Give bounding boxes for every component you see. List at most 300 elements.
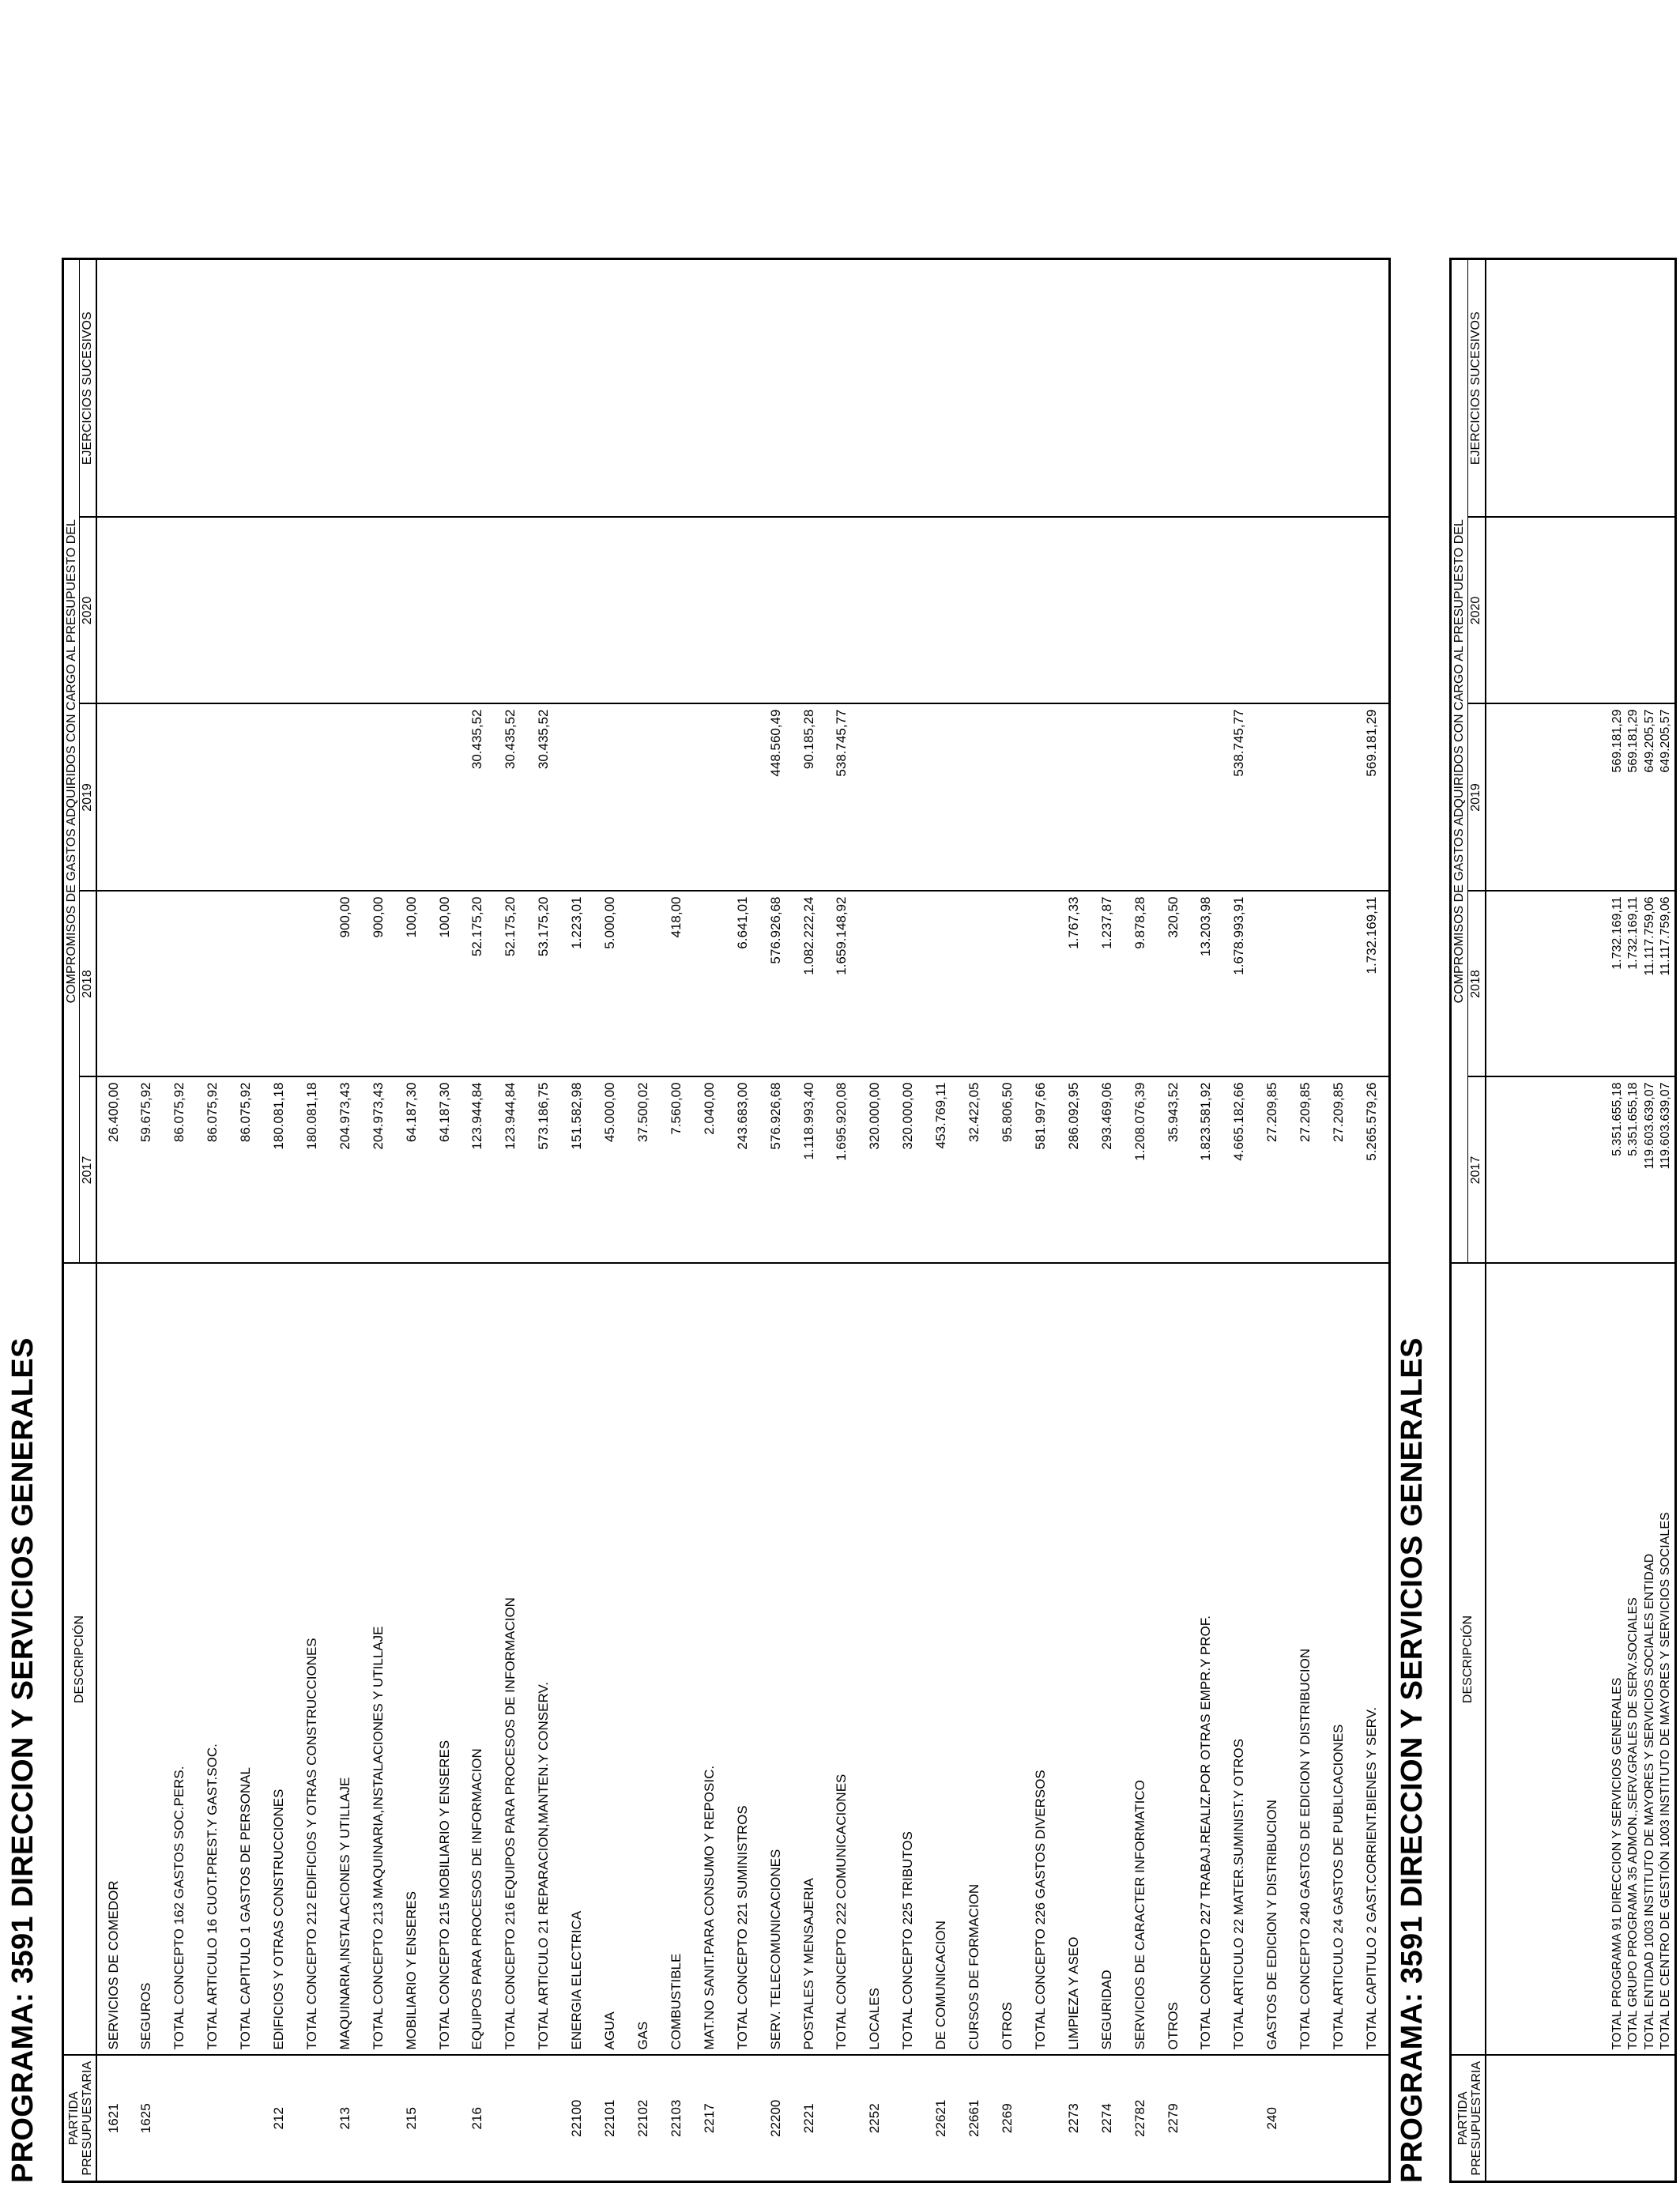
partida-cell: 22661 (958, 2056, 991, 2182)
amount-2017-cell: 293.469,06 (1090, 1077, 1124, 1264)
amount-2017-cell: 64.187,30 (428, 1077, 461, 1264)
amount-2018-cell (130, 892, 163, 1077)
table-row (1658, 258, 1675, 2181)
table-row (759, 258, 793, 2181)
amount-2020-cell (1189, 518, 1222, 704)
amount-2020-cell (560, 518, 593, 704)
amount-2017-cell: 453.769,11 (925, 1077, 958, 1264)
amount-2019-cell (958, 704, 991, 892)
amount-2017-cell: 2.040,00 (693, 1077, 726, 1264)
amount-2017-cell: 5.265.579,26 (1355, 1077, 1389, 1264)
amount-2017-cell: 1.823.581,92 (1189, 1077, 1222, 1264)
amount-sucesivos-cell (759, 258, 793, 517)
table-row (1189, 258, 1222, 2181)
amount-2017-cell: 1.208.076,39 (1124, 1077, 1157, 1264)
amount-2020-cell (262, 518, 296, 704)
descripcion-cell: TOTAL CONCEPTO 240 GASTOS DE EDICION Y DISTRIBUCION (1289, 1264, 1322, 2056)
amount-2018-cell: 1.659.148,92 (825, 892, 858, 1077)
partida-cell: 22782 (1124, 2056, 1157, 2182)
amount-2019-cell (229, 704, 262, 892)
table-row (593, 258, 627, 2181)
col-2020-header-2: 2020 (1468, 518, 1486, 704)
partida-cell (494, 2056, 527, 2182)
table-row (362, 258, 395, 2181)
amount-2020-cell (660, 518, 693, 704)
amount-2020-cell (130, 518, 163, 704)
descripcion-cell: TOTAL ARTICULO 21 REPARACION,MANTEN.Y CONSERV. (527, 1264, 560, 2056)
amount-2018-cell: 900,00 (362, 892, 395, 1077)
descripcion-cell: LIMPIEZA Y ASEO (1057, 1264, 1090, 2056)
amount-2020-cell (1222, 518, 1256, 704)
amount-sucesivos-cell (1090, 258, 1124, 517)
amount-sucesivos-cell (1256, 258, 1289, 517)
amount-2018-cell (196, 892, 229, 1077)
amount-2017-cell: 320.000,00 (858, 1077, 891, 1264)
table-row (1057, 258, 1090, 2181)
amount-sucesivos-cell (428, 258, 461, 517)
compromisos-header: COMPROMISOS DE GASTOS ADQUIRIDOS CON CARGO AL PRESUPUESTO DEL (63, 258, 80, 1263)
amount-2020-cell (296, 518, 329, 704)
amount-2018-cell (991, 892, 1024, 1077)
partida-cell (1222, 2056, 1256, 2182)
amount-2020-cell (1642, 518, 1659, 704)
amount-2020-cell (825, 518, 858, 704)
amount-2018-cell (958, 892, 991, 1077)
table-row (825, 258, 858, 2181)
table-row (627, 258, 660, 2181)
partida-cell (1610, 2056, 1626, 2182)
table-row (329, 258, 362, 2181)
amount-2019-cell (858, 704, 891, 892)
amount-2018-cell: 1.082.222,24 (793, 892, 826, 1077)
amount-2018-cell: 320,50 (1157, 892, 1190, 1077)
amount-2017-cell: 119.603.639,07 (1658, 1077, 1675, 1264)
descripcion-cell: SEGUROS (130, 1264, 163, 2056)
amount-2017-cell: 286.092,95 (1057, 1077, 1090, 1264)
descripcion-cell: CURSOS DE FORMACION (958, 1264, 991, 2056)
amount-sucesivos-cell (726, 258, 759, 517)
amount-2020-cell (527, 518, 560, 704)
descripcion-cell: SEGURIDAD (1090, 1264, 1124, 2056)
partida-cell (825, 2056, 858, 2182)
table-row (1289, 258, 1322, 2181)
table-row (262, 258, 296, 2181)
amount-2017-cell: 4.665.182,66 (1222, 1077, 1256, 1264)
partida-cell: 22100 (560, 2056, 593, 2182)
amount-2020-cell (925, 518, 958, 704)
amount-2017-cell: 45.000,00 (593, 1077, 627, 1264)
amount-sucesivos-cell (593, 258, 627, 517)
amount-2019-cell (1157, 704, 1190, 892)
partida-cell (1658, 2056, 1675, 2182)
partida-cell: 2269 (991, 2056, 1024, 2182)
amount-2020-cell (1355, 518, 1389, 704)
amount-2020-cell (991, 518, 1024, 704)
amount-sucesivos-cell (1658, 258, 1675, 517)
amount-sucesivos-cell (130, 258, 163, 517)
amount-2020-cell (627, 518, 660, 704)
partida-cell (1322, 2056, 1355, 2182)
amount-2020-cell (362, 518, 395, 704)
amount-2017-cell: 1.118.993,40 (793, 1077, 826, 1264)
amount-2018-cell: 11.117.759,06 (1658, 892, 1675, 1077)
partida-cell: 2252 (858, 2056, 891, 2182)
table-row (560, 258, 593, 2181)
amount-2018-cell (891, 892, 925, 1077)
descripcion-cell: EQUIPOS PARA PROCESOS DE INFORMACION (461, 1264, 494, 2056)
amount-2019-cell (726, 704, 759, 892)
amount-2019-cell (1057, 704, 1090, 892)
table1-body (96, 258, 1390, 2181)
partida-cell: 216 (461, 2056, 494, 2182)
amount-2020-cell (196, 518, 229, 704)
amount-2018-cell (163, 892, 196, 1077)
amount-2017-cell: 123.944,84 (461, 1077, 494, 1264)
descripcion-cell: TOTAL CAPITULO 1 GASTOS DE PERSONAL (229, 1264, 262, 2056)
descripcion-cell: TOTAL CONCEPTO 162 GASTOS SOC.PERS. (163, 1264, 196, 2056)
descripcion-cell: TOTAL CONCEPTO 225 TRIBUTOS (891, 1264, 925, 2056)
table-row (1322, 258, 1355, 2181)
table-row (428, 258, 461, 2181)
descripcion-cell: ENERGIA ELECTRICA (560, 1264, 593, 2056)
descripcion-cell: LOCALES (858, 1264, 891, 2056)
amount-2019-cell (1322, 704, 1355, 892)
partida-cell: 2221 (793, 2056, 826, 2182)
table-row (395, 258, 428, 2181)
table-row (1024, 258, 1057, 2181)
descripcion-cell: MAT.NO SANIT.PARA CONSUMO Y REPOSIC. (693, 1264, 726, 2056)
amount-2020-cell (494, 518, 527, 704)
amount-2020-cell (858, 518, 891, 704)
partida-cell: 215 (395, 2056, 428, 2182)
descripcion-cell: TOTAL PROGRAMA 91 DIRECCION Y SERVICIOS GENERALES (1610, 1264, 1626, 2056)
col-2018-header: 2018 (80, 892, 96, 1077)
amount-sucesivos-cell (1610, 258, 1626, 517)
amount-sucesivos-cell (793, 258, 826, 517)
partida-cell (362, 2056, 395, 2182)
amount-2019-cell (395, 704, 428, 892)
table2-body (1486, 258, 1676, 2181)
table-row (296, 258, 329, 2181)
table-row (793, 258, 826, 2181)
amount-2017-cell: 86.075,92 (196, 1077, 229, 1264)
amount-2020-cell (1625, 518, 1642, 704)
descripcion-cell: TOTAL CONCEPTO 227 TRABAJ.REALIZ.POR OTRAS EMPR.Y PROF. (1189, 1264, 1222, 2056)
descripcion-cell: TOTAL ARTICULO 24 GASTOS DE PUBLICACIONES (1322, 1264, 1355, 2056)
amount-2019-cell (296, 704, 329, 892)
amount-2019-cell: 30.435,52 (527, 704, 560, 892)
descripcion-cell: SERVICIOS DE CARACTER INFORMATICO (1124, 1264, 1157, 2056)
amount-2019-cell: 448.560,49 (759, 704, 793, 892)
amount-2020-cell (1658, 518, 1675, 704)
descripcion-cell: TOTAL CONCEPTO 215 MOBILIARIO Y ENSERES (428, 1264, 461, 2056)
commitments-table (62, 258, 1391, 2183)
descripcion-cell: TOTAL ARTICULO 16 CUOT.PREST.Y GAST.SOC. (196, 1264, 229, 2056)
descripcion-cell: TOTAL ARTICULO 22 MATER.SUMINIST.Y OTROS (1222, 1264, 1256, 2056)
amount-2017-cell: 320.000,00 (891, 1077, 925, 1264)
amount-2019-cell: 30.435,52 (461, 704, 494, 892)
amount-2017-cell: 86.075,92 (229, 1077, 262, 1264)
table-row (1642, 258, 1659, 2181)
amount-2020-cell (1057, 518, 1090, 704)
amount-sucesivos-cell (229, 258, 262, 517)
amount-2018-cell (262, 892, 296, 1077)
amount-2019-cell (593, 704, 627, 892)
amount-2019-cell: 30.435,52 (494, 704, 527, 892)
descripcion-cell: AGUA (593, 1264, 627, 2056)
table-row (96, 258, 130, 2181)
partida-cell: 22102 (627, 2056, 660, 2182)
amount-sucesivos-cell (329, 258, 362, 517)
partida-cell: 2273 (1057, 2056, 1090, 2182)
amount-2020-cell (163, 518, 196, 704)
amount-2020-cell (96, 518, 130, 704)
col-2019-header: 2019 (80, 704, 96, 892)
amount-2018-cell: 1.732.169,11 (1355, 892, 1389, 1077)
descripcion-cell: TOTAL CONCEPTO 213 MAQUINARIA,INSTALACIONES Y UTILLAJE (362, 1264, 395, 2056)
amount-2019-cell: 538.745,77 (1222, 704, 1256, 892)
amount-2019-cell (560, 704, 593, 892)
amount-sucesivos-cell (1222, 258, 1256, 517)
amount-2020-cell (461, 518, 494, 704)
amount-2019-cell (130, 704, 163, 892)
descripcion-cell: EDIFICIOS Y OTRAS CONSTRUCCIONES (262, 1264, 296, 2056)
descripcion-cell: TOTAL CONCEPTO 212 EDIFICIOS Y OTRAS CONSTRUCCIONES (296, 1264, 329, 2056)
amount-2019-cell (660, 704, 693, 892)
amount-2018-cell: 100,00 (428, 892, 461, 1077)
table-row (527, 258, 560, 2181)
table-row (991, 258, 1024, 2181)
table-row (1256, 258, 1289, 2181)
amount-2018-cell: 1.732.169,11 (1610, 892, 1626, 1077)
amount-2019-cell (1090, 704, 1124, 892)
amount-sucesivos-cell (1124, 258, 1157, 517)
amount-2020-cell (693, 518, 726, 704)
partida-cell: 1621 (96, 2056, 130, 2182)
amount-2018-cell: 1.732.169,11 (1625, 892, 1642, 1077)
amount-2017-cell: 119.603.639,07 (1642, 1077, 1659, 1264)
amount-sucesivos-cell (1642, 258, 1659, 517)
col-descripcion-header: DESCRIPCIÓN (63, 1264, 96, 2056)
amount-2017-cell: 37.500,02 (627, 1077, 660, 1264)
amount-2019-cell (329, 704, 362, 892)
amount-2018-cell (229, 892, 262, 1077)
amount-2017-cell: 180.081,18 (262, 1077, 296, 1264)
amount-sucesivos-cell (96, 258, 130, 517)
partida-cell (229, 2056, 262, 2182)
amount-2018-cell (627, 892, 660, 1077)
table-row (726, 258, 759, 2181)
amount-2019-cell (1189, 704, 1222, 892)
amount-sucesivos-cell (1024, 258, 1057, 517)
amount-2020-cell (593, 518, 627, 704)
amount-2017-cell: 123.944,84 (494, 1077, 527, 1264)
amount-2020-cell (891, 518, 925, 704)
amount-2018-cell (693, 892, 726, 1077)
table-row (1222, 258, 1256, 2181)
amount-2018-cell (296, 892, 329, 1077)
amount-2017-cell: 35.943,52 (1157, 1077, 1190, 1264)
partida-cell (1189, 2056, 1222, 2182)
partida-cell: 22101 (593, 2056, 627, 2182)
table-row (1090, 258, 1124, 2181)
amount-2018-cell: 9.878,28 (1124, 892, 1157, 1077)
amount-sucesivos-cell (362, 258, 395, 517)
amount-2020-cell (958, 518, 991, 704)
amount-2019-cell (627, 704, 660, 892)
amount-2019-cell: 649.205,57 (1642, 704, 1659, 892)
amount-2018-cell: 13.203,98 (1189, 892, 1222, 1077)
partida-cell (527, 2056, 560, 2182)
table-row (693, 258, 726, 2181)
amount-2018-cell: 11.117.759,06 (1642, 892, 1659, 1077)
descripcion-cell: GASTOS DE EDICION Y DISTRIBUCION (1256, 1264, 1289, 2056)
amount-2020-cell (1090, 518, 1124, 704)
col-sucesivos-header: EJERCICIOS SUCESIVOS (80, 311, 94, 466)
partida-cell (428, 2056, 461, 2182)
amount-2017-cell: 27.209,85 (1289, 1077, 1322, 1264)
partida-cell: 2217 (693, 2056, 726, 2182)
partida-cell (1024, 2056, 1057, 2182)
amount-sucesivos-cell (825, 258, 858, 517)
col-partida-header-2: PARTIDA PRESUPUESTARIA (1451, 2056, 1486, 2182)
col-2017-header-2: 2017 (1468, 1077, 1486, 1264)
amount-2020-cell (428, 518, 461, 704)
amount-2017-cell: 59.675,92 (130, 1077, 163, 1264)
col-descripcion-header-2: DESCRIPCIÓN (1451, 1264, 1486, 2056)
amount-2017-cell: 573.186,75 (527, 1077, 560, 1264)
amount-sucesivos-cell (1625, 258, 1642, 517)
descripcion-cell: TOTAL CAPITULO 2 GAST.CORRIENT.BIENES Y SERV. (1355, 1264, 1389, 2056)
descripcion-cell: TOTAL GRUPO PROGRAMA 35 ADMON.,SERV.GRALES DE SERV.SOCIALES (1625, 1264, 1642, 2056)
amount-2017-cell: 5.351.655,18 (1625, 1077, 1642, 1264)
amount-2017-cell: 243.683,00 (726, 1077, 759, 1264)
amount-2017-cell: 180.081,18 (296, 1077, 329, 1264)
program-title: PROGRAMA: 3591 DIRECCION Y SERVICIOS GENERALES (6, 1337, 40, 2183)
amount-2017-cell: 151.582,98 (560, 1077, 593, 1264)
amount-2017-cell: 27.209,85 (1322, 1077, 1355, 1264)
amount-2018-cell: 576.926,68 (759, 892, 793, 1077)
amount-2017-cell: 1.695.920,08 (825, 1077, 858, 1264)
amount-2018-cell: 6.641,01 (726, 892, 759, 1077)
amount-sucesivos-cell (1289, 258, 1322, 517)
amount-sucesivos-cell (262, 258, 296, 517)
partida-cell: 1625 (130, 2056, 163, 2182)
amount-2018-cell (96, 892, 130, 1077)
amount-2019-cell (1024, 704, 1057, 892)
table-row (858, 258, 891, 2181)
amount-2017-cell: 64.187,30 (395, 1077, 428, 1264)
table-row (1625, 258, 1642, 2181)
amount-2017-cell: 5.351.655,18 (1610, 1077, 1626, 1264)
descripcion-cell: SERVICIOS DE COMEDOR (96, 1264, 130, 2056)
amount-sucesivos-cell (1157, 258, 1190, 517)
amount-2019-cell (1124, 704, 1157, 892)
table-row (925, 258, 958, 2181)
amount-2020-cell (1289, 518, 1322, 704)
amount-2018-cell: 1.767,33 (1057, 892, 1090, 1077)
table-row (229, 258, 262, 2181)
col-2020-header: 2020 (80, 518, 96, 704)
table-row (660, 258, 693, 2181)
descripcion-cell: POSTALES Y MENSAJERIA (793, 1264, 826, 2056)
table-row (891, 258, 925, 2181)
amount-sucesivos-cell (1322, 258, 1355, 517)
amount-2018-cell: 52.175,20 (461, 892, 494, 1077)
amount-2017-cell: 95.806,50 (991, 1077, 1024, 1264)
amount-2018-cell (925, 892, 958, 1077)
amount-2019-cell (891, 704, 925, 892)
spacer-row (1486, 258, 1610, 2181)
amount-2020-cell (229, 518, 262, 704)
partida-cell: 213 (329, 2056, 362, 2182)
amount-2018-cell: 100,00 (395, 892, 428, 1077)
amount-2019-cell (1256, 704, 1289, 892)
partida-cell (1289, 2056, 1322, 2182)
amount-sucesivos-cell (163, 258, 196, 517)
amount-2019-cell (96, 704, 130, 892)
amount-2018-cell: 53.175,20 (527, 892, 560, 1077)
amount-sucesivos-cell (1057, 258, 1090, 517)
amount-sucesivos-cell (627, 258, 660, 517)
partida-cell (196, 2056, 229, 2182)
amount-2017-cell: 27.209,85 (1256, 1077, 1289, 1264)
table-row (130, 258, 163, 2181)
descripcion-cell: OTROS (991, 1264, 1024, 2056)
descripcion-cell: TOTAL CONCEPTO 221 SUMINISTROS (726, 1264, 759, 2056)
program-title-2: PROGRAMA: 3591 DIRECCION Y SERVICIOS GENERALES (1396, 1337, 1429, 2183)
col-2019-header-2: 2019 (1468, 704, 1486, 892)
amount-2019-cell: 538.745,77 (825, 704, 858, 892)
amount-2017-cell: 26.400,00 (96, 1077, 130, 1264)
table-row (1355, 258, 1389, 2181)
table-row (196, 258, 229, 2181)
descripcion-cell: SERV. TELECOMUNICACIONES (759, 1264, 793, 2056)
table-row (163, 258, 196, 2181)
partida-cell (1642, 2056, 1659, 2182)
amount-2018-cell (1024, 892, 1057, 1077)
amount-2020-cell (793, 518, 826, 704)
amount-sucesivos-cell (527, 258, 560, 517)
amount-2017-cell: 7.560,00 (660, 1077, 693, 1264)
amount-sucesivos-cell (991, 258, 1024, 517)
table-row (1610, 258, 1626, 2181)
amount-2017-cell: 576.926,68 (759, 1077, 793, 1264)
partida-cell: 22621 (925, 2056, 958, 2182)
descripcion-cell: GAS (627, 1264, 660, 2056)
descripcion-cell: MAQUINARIA,INSTALACIONES Y UTILLAJE (329, 1264, 362, 2056)
partida-cell (891, 2056, 925, 2182)
amount-2019-cell (693, 704, 726, 892)
amount-sucesivos-cell (958, 258, 991, 517)
amount-2020-cell (395, 518, 428, 704)
col-2018-header-2: 2018 (1468, 892, 1486, 1077)
partida-cell: 22103 (660, 2056, 693, 2182)
partida-cell (1355, 2056, 1389, 2182)
amount-2020-cell (1024, 518, 1057, 704)
amount-2019-cell (196, 704, 229, 892)
partida-cell (296, 2056, 329, 2182)
partida-cell (1625, 2056, 1642, 2182)
amount-sucesivos-cell (196, 258, 229, 517)
partida-cell: 212 (262, 2056, 296, 2182)
amount-sucesivos-cell (494, 258, 527, 517)
amount-2019-cell (925, 704, 958, 892)
descripcion-cell: COMBUSTIBLE (660, 1264, 693, 2056)
amount-2018-cell: 900,00 (329, 892, 362, 1077)
partida-cell: 2279 (1157, 2056, 1190, 2182)
partida-cell: 22200 (759, 2056, 793, 2182)
